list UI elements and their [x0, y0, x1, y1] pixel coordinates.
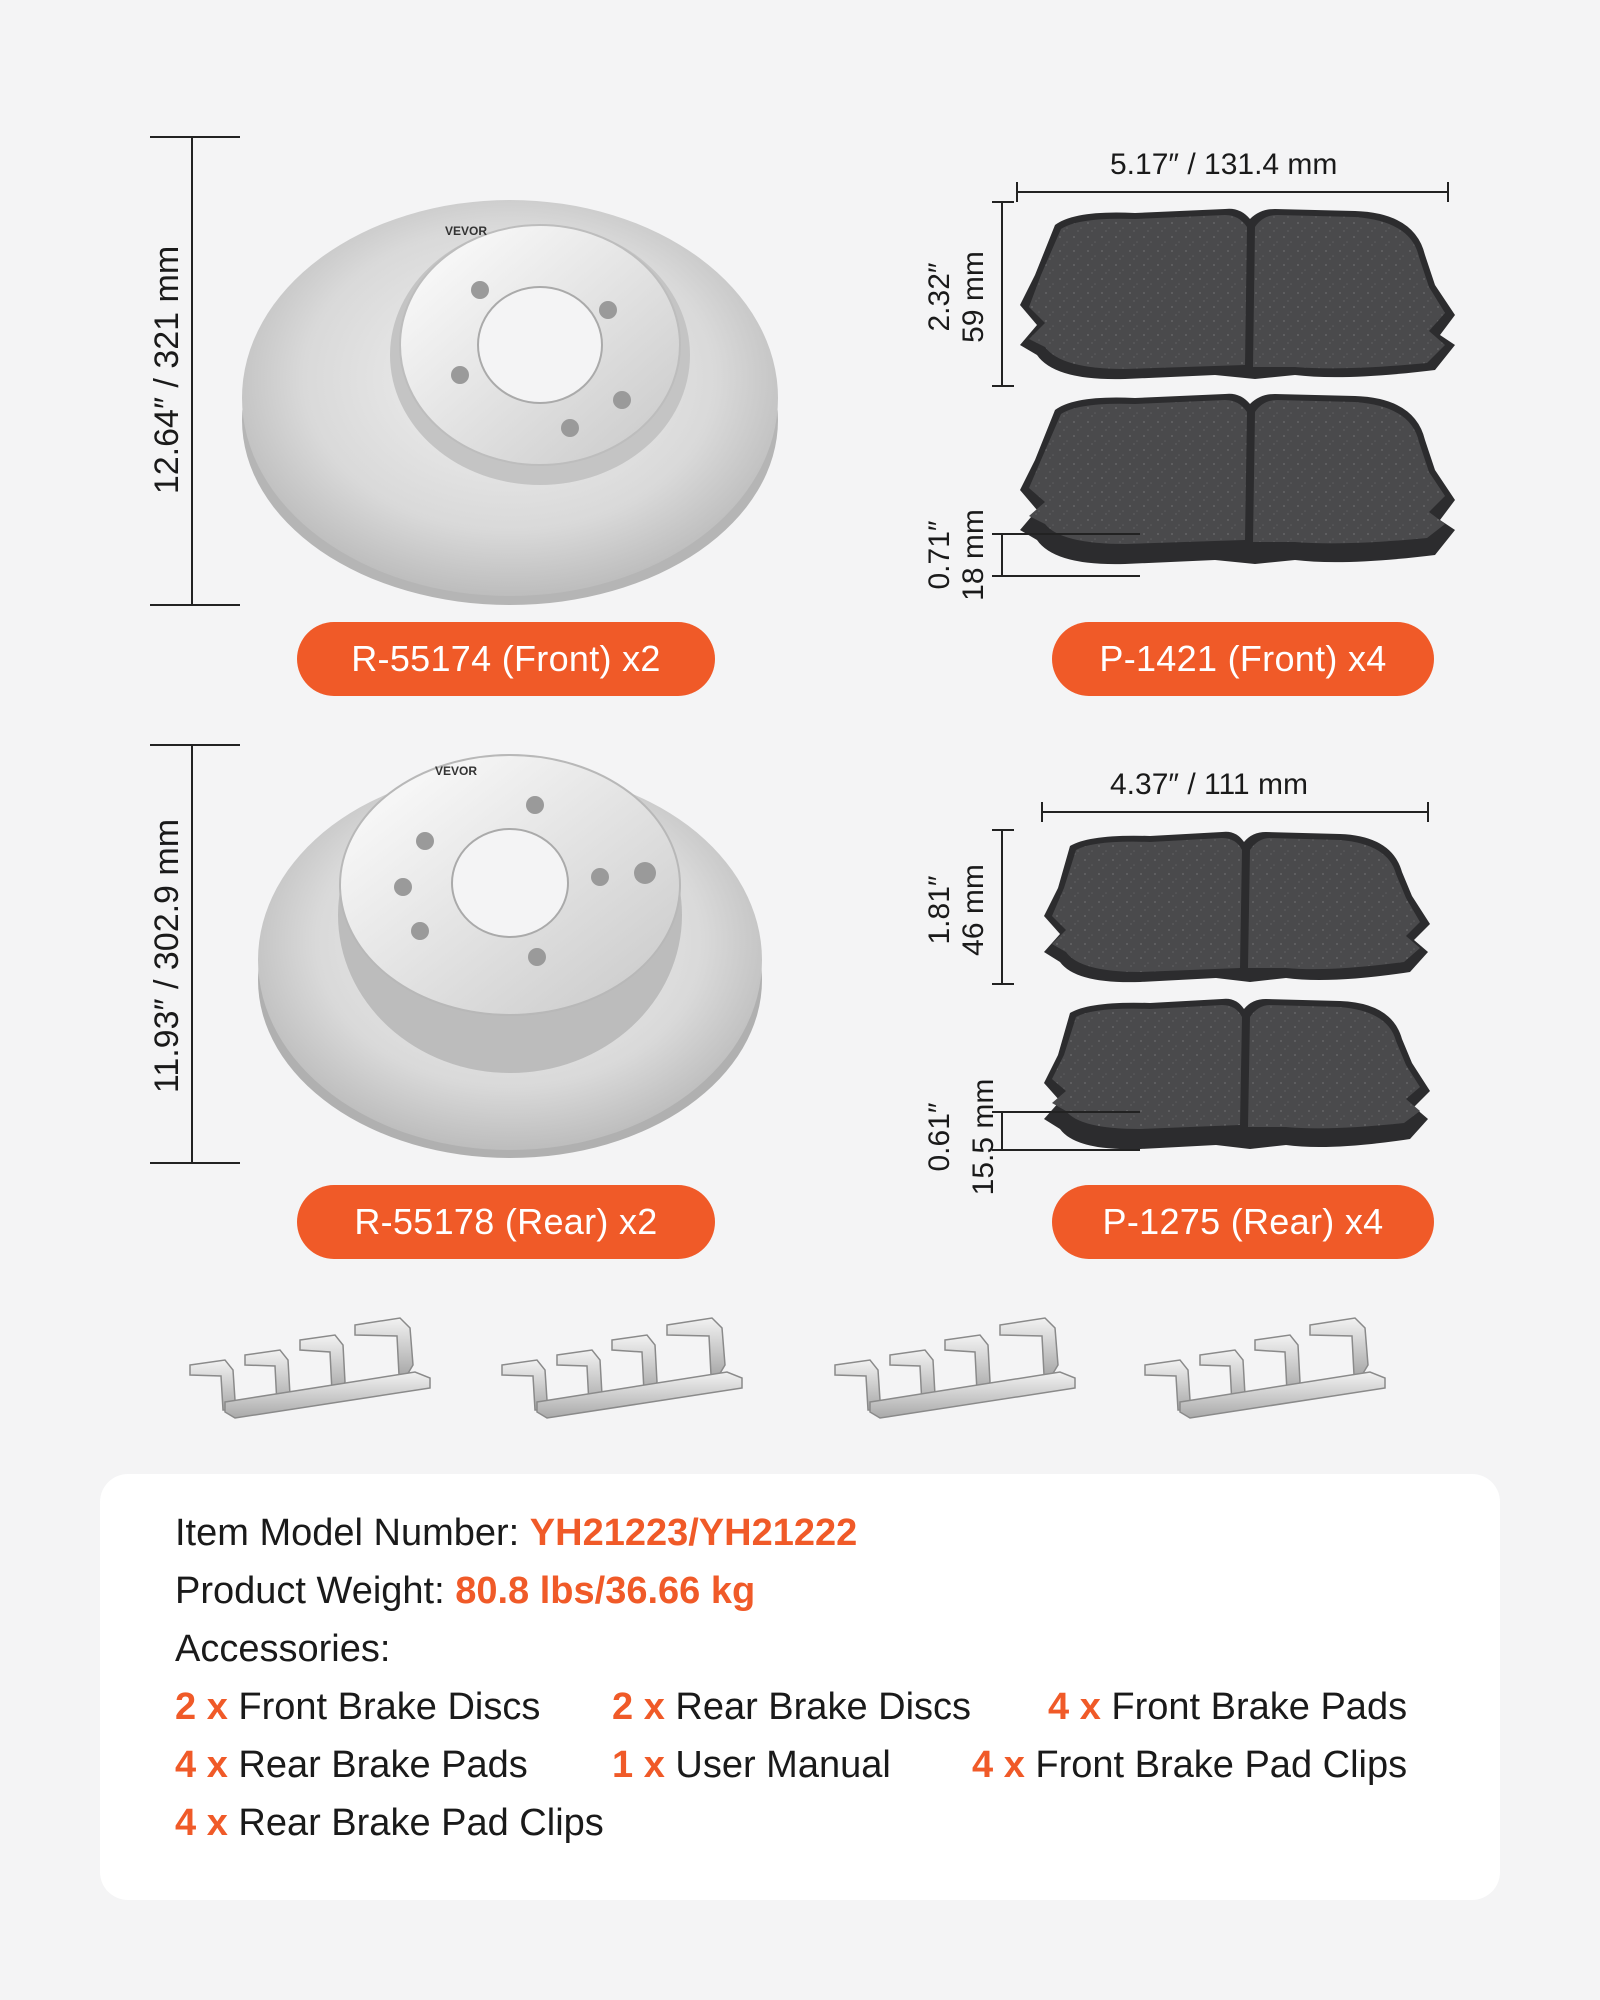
accessory-name: Rear Brake Discs — [664, 1686, 972, 1728]
rear-rotor-dimension: 11.93″ / 302.9 mm — [148, 818, 186, 1094]
rear-pads-thickness-in: 0.61″ — [923, 1102, 956, 1172]
front-pads-thickness-line — [990, 530, 1150, 580]
rear-pads-width: 4.37″ / 111 mm — [1110, 768, 1308, 801]
accessory-item — [175, 1744, 528, 1787]
accessory-name: Rear Brake Pad Clips — [227, 1802, 604, 1844]
front-pads-thickness-in: 0.71″ — [923, 520, 956, 590]
front-rotor-label: R-55174 (Front) x2 — [297, 622, 715, 696]
front-pads-height-mm: 59 mm — [957, 251, 990, 343]
model-number-value: YH21223/YH21222 — [529, 1512, 858, 1554]
rear-rotor-label: R-55178 (Rear) x2 — [297, 1185, 715, 1259]
accessory-name: User Manual — [664, 1744, 891, 1786]
accessory-item — [175, 1802, 604, 1845]
accessory-item — [612, 1744, 891, 1787]
rear-pad-top — [1040, 828, 1430, 988]
rear-pads-height-mm: 46 mm — [957, 864, 990, 956]
rear-pads-height-in: 1.81″ — [923, 875, 956, 945]
product-weight-line — [175, 1570, 755, 1613]
rear-rotor-image — [255, 745, 765, 1165]
accessory-name: Front Brake Pad Clips — [1024, 1744, 1408, 1786]
accessory-item — [612, 1686, 971, 1729]
accessory-qty: 2 x — [612, 1686, 665, 1728]
accessory-item — [972, 1744, 1407, 1787]
pad-clip-set-3 — [830, 1310, 1085, 1420]
accessory-qty: 1 x — [612, 1744, 665, 1786]
rear-pads-thickness-mm: 15.5 mm — [967, 1078, 1000, 1196]
accessory-name: Front Brake Discs — [227, 1686, 541, 1728]
front-pads-height-in: 2.32″ — [923, 262, 956, 332]
rear-pads-width-line — [1040, 800, 1430, 824]
rear-pads-label: P-1275 (Rear) x4 — [1052, 1185, 1434, 1259]
product-weight-label: Product Weight: — [175, 1570, 456, 1612]
accessory-name: Rear Brake Pads — [227, 1744, 528, 1786]
accessory-qty: 4 x — [175, 1802, 228, 1844]
front-pads-thickness-mm: 18 mm — [957, 509, 990, 601]
front-pad-top — [1015, 205, 1455, 385]
rear-pads-height-line — [990, 828, 1030, 988]
front-rotor-brand: VEVOR — [445, 224, 488, 238]
rear-rotor-brand: VEVOR — [435, 764, 478, 778]
accessory-qty: 4 x — [1048, 1686, 1101, 1728]
accessory-item — [1048, 1686, 1407, 1729]
model-number-label: Item Model Number: — [175, 1512, 530, 1554]
pad-clip-set-2 — [497, 1310, 752, 1420]
accessory-qty: 4 x — [972, 1744, 1025, 1786]
accessory-qty: 4 x — [175, 1744, 228, 1786]
front-pads-width-line — [1015, 180, 1450, 204]
product-weight-value: 80.8 lbs/36.66 kg — [455, 1570, 756, 1612]
front-pads-label: P-1421 (Front) x4 — [1052, 622, 1434, 696]
accessory-qty: 2 x — [175, 1686, 228, 1728]
front-rotor-image — [240, 170, 780, 610]
pad-clip-set-1 — [185, 1310, 440, 1420]
accessory-name: Front Brake Pads — [1100, 1686, 1408, 1728]
model-number-line — [175, 1512, 857, 1555]
accessories-heading: Accessories: — [175, 1628, 391, 1670]
pad-clip-set-4 — [1140, 1310, 1395, 1420]
accessory-item — [175, 1686, 540, 1729]
front-rotor-dimension: 12.64″ / 321 mm — [148, 245, 186, 495]
rear-pads-thickness-line — [990, 1108, 1150, 1154]
front-pads-width: 5.17″ / 131.4 mm — [1110, 148, 1338, 181]
